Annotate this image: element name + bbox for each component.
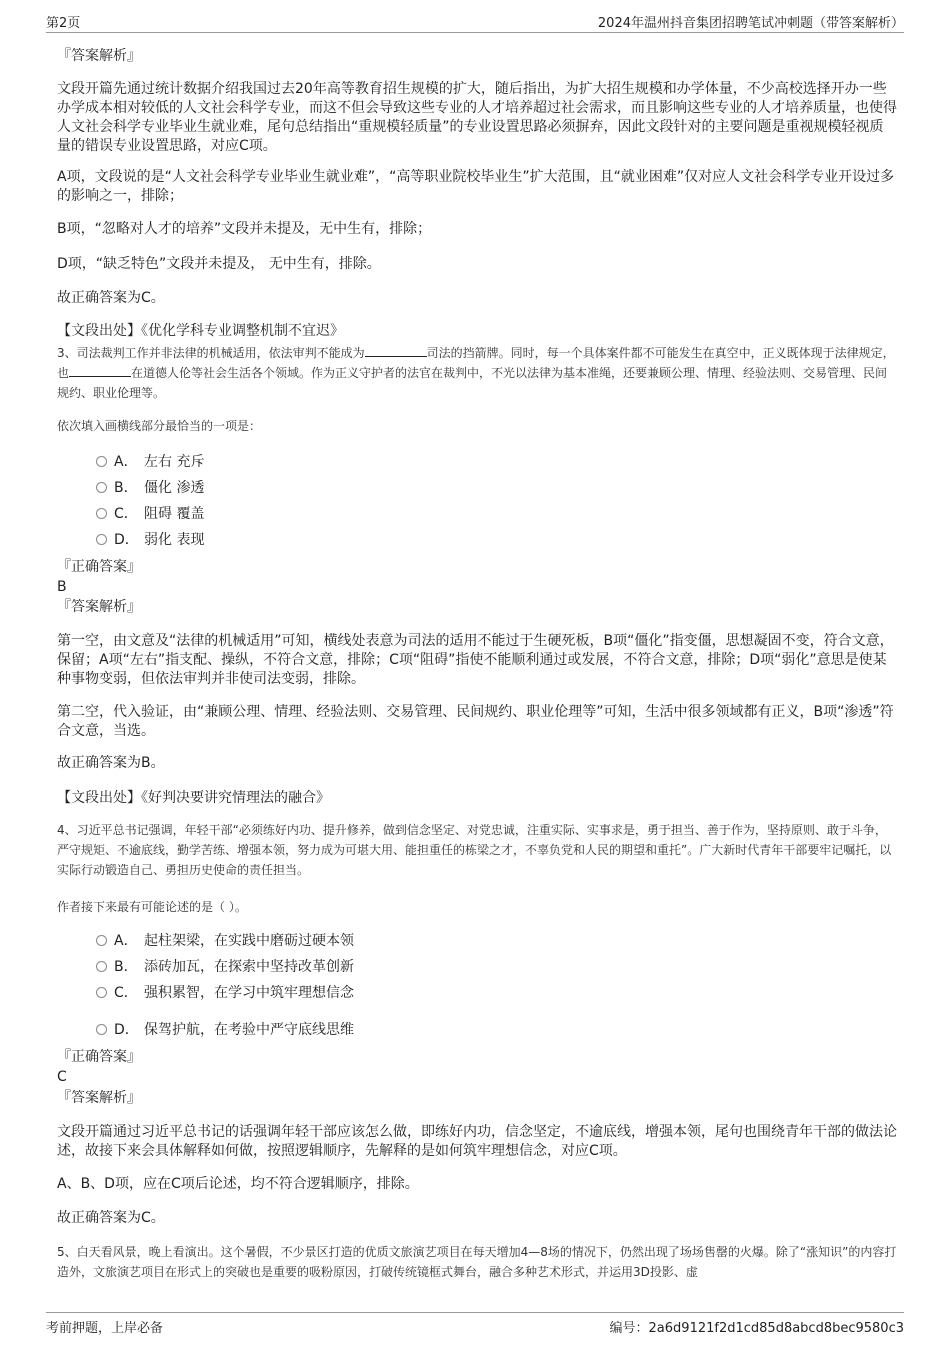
answer-conclusion: 故正确答案为C。 (57, 290, 165, 306)
radio-icon[interactable] (96, 961, 107, 972)
option-c[interactable]: C． 阻碍 覆盖 (96, 505, 204, 523)
source-citation: 【文段出处】《好判决要讲究情理法的融合》 (57, 790, 330, 806)
analysis-label: 『答案解析』 (57, 1090, 141, 1106)
answer-conclusion: 故正确答案为B。 (57, 755, 165, 771)
answer-conclusion: 故正确答案为C。 (57, 1210, 165, 1226)
fill-blank (365, 344, 427, 357)
analysis-paragraph: 第二空，代入验证，由“兼顾公理、情理、经验法则、交易管理、民间规约、职业伦理等”可知，生活中很多领域都有正义，B项“渗透”符合文意，当选。 (57, 704, 894, 739)
radio-icon[interactable] (96, 935, 107, 946)
option-b[interactable]: B． 僵化 渗透 (96, 479, 204, 497)
radio-icon[interactable] (96, 482, 107, 493)
footer-slogan: 考前押题，上岸必备 (46, 1321, 164, 1336)
option-a[interactable]: A． 左右 充斥 (96, 453, 204, 471)
analysis-paragraph: A、B、D项，应在C项后论述，均不符合逻辑顺序，排除。 (57, 1176, 419, 1192)
analysis-paragraph: A项，文段说的是“人文社会科学专业毕业生就业难”，“高等职业院校毕业生”扩大范围，且“就业困难”仅对应人文社会科学专业开设过多的影响之一，排除； (57, 169, 895, 204)
analysis-paragraph: D项，“缺乏特色”文段并未提及， 无中生有，排除。 (57, 256, 381, 272)
analysis-paragraph: 文段开篇通过习近平总书记的话强调年轻干部应该怎么做，即练好内功，信念坚定，不逾底线，增强本领，尾句也围绕青年干部的做法论述，故接下来会具体解释如何做，按照逻辑顺序，先解释的是如何筑牢理想信念，对应C项。 (57, 1124, 897, 1159)
question-stem: 5、白天看风景，晚上看演出。这个暑假，不少景区打造的优质文旅演艺项目在每天增加4—8场的情况下，仍然出现了场场售罄的火爆。除了“涨知识”的内容打造外，文旅演艺项目在形式上的突破也是重要的吸粉原因，打破传统镜框式舞台，融合多种艺术形式，并运用3D投影、虚 (57, 1245, 897, 1279)
correct-answer: C (57, 1069, 67, 1085)
page-footer (46, 1312, 904, 1337)
question-stem: 4、习近平总书记强调，年轻干部“必须练好内功、提升修养，做到信念坚定、对党忠诚，注重实际、实事求是，勇于担当、善于作为，坚持原则、敢于斗争，严守规矩、不逾底线，勤学苦练、增强本领，努力成为可堪大用、能担重任的栋梁之才，不辜负党和人民的期望和重托”。广大新时代青年干部要牢记嘱托，以实际行动锻造自己、勇担历史使命的责任担当。 (57, 823, 892, 877)
radio-icon[interactable] (96, 456, 107, 467)
answer-label: 『正确答案』 (57, 559, 141, 575)
analysis-label: 『答案解析』 (57, 48, 141, 64)
source-citation: 【文段出处】《优化学科专业调整机制不宜迟》 (57, 323, 344, 339)
question-stem: 3、司法裁判工作并非法律的机械适用，依法审判不能成为 司法的挡箭牌。同时，每一个具体案件都不可能发生在真空中，正义既体现于法律规定，也 在道德人伦等社会生活各个领域。作为正义守护者的法官在裁判中，不光以法律为基本准绳，还要兼顾公理、情理、经验法则、交易管理、民间规约、职业伦理等。 (57, 346, 895, 400)
radio-icon[interactable] (96, 987, 107, 998)
option-d[interactable]: D． 保驾护航，在考验中严守底线思维 (96, 1021, 354, 1039)
answer-label: 『正确答案』 (57, 1049, 141, 1065)
page-number: 第2页 (46, 16, 81, 31)
fill-blank (69, 364, 131, 377)
option-b[interactable]: B． 添砖加瓦，在探索中坚持改革创新 (96, 958, 354, 976)
correct-answer: B (57, 579, 67, 595)
option-a[interactable]: A． 起柱架梁，在实践中磨砺过硬本领 (96, 932, 354, 950)
document-title: 2024年温州抖音集团招聘笔试冲刺题（带答案解析） (597, 16, 904, 31)
option-d[interactable]: D． 弱化 表现 (96, 531, 204, 549)
page-header (46, 10, 904, 33)
analysis-label: 『答案解析』 (57, 599, 141, 615)
analysis-paragraph: 第一空，由文意及“法律的机械适用”可知，横线处表意为司法的适用不能过于生硬死板，B项“僵化”指变僵，思想凝固不变，符合文意，保留；A项“左右”指支配、操纵，不符合文意，排除；C项“阻碍”指使不能顺利通过或发展，不符合文意，排除；D项“弱化”意思是使某种事物变弱，但依法审判并非使司法变弱，排除。 (57, 633, 894, 687)
question-prompt: 依次填入画横线部分最恰当的一项是： (57, 419, 262, 433)
radio-icon[interactable] (96, 508, 107, 519)
question-prompt: 作者接下来最有可能论述的是（ ）。 (57, 900, 247, 914)
radio-icon[interactable] (96, 534, 107, 545)
option-c[interactable]: C． 强积累智，在学习中筑牢理想信念 (96, 984, 354, 1002)
radio-icon[interactable] (96, 1024, 107, 1035)
analysis-paragraph: B项，“忽略对人才的培养”文段并未提及，无中生有，排除； (57, 221, 432, 237)
analysis-paragraph: 文段开篇先通过统计数据介绍我国过去20年高等教育招生规模的扩大，随后指出，为扩大招生规模和办学体量，不少高校选择开办一些办学成本相对较低的人文社会科学专业，而这不但会导致这些专业的人才培养超过社会需求，而且影响这些专业的人才培养质量，也使得人文社会科学专业毕业生就业难，尾句总结指出“重规模轻质量”的专业设置思路必须摒弃，因此文段针对的主要问题是重视规模轻视质量的错误专业设置思路，对应C项。 (57, 81, 897, 154)
document-code: 编号：2a6d9121f2d1cd85d8abcd8bec9580c3 (609, 1321, 904, 1336)
